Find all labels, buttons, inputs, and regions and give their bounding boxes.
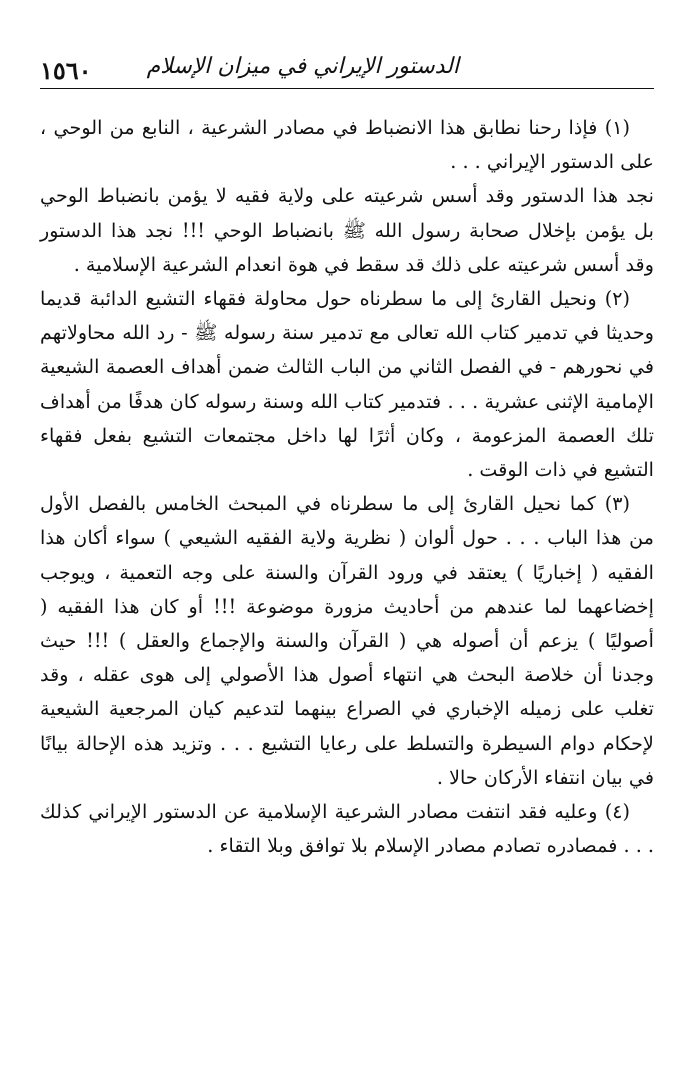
book-page: [40, 48, 654, 863]
footnote-4: (٤) وعليه فقد انتفت مصادر الشرعية الإسلامية عن الدستور الإيراني كذلك . . . فمصادره تصادم مصادر الإسلام بلا توافق وبلا التقاء .: [40, 800, 654, 858]
footnotes-body: [40, 111, 654, 863]
footnote-1-continuation: نجد هذا الدستور وقد أسس شرعيته على ولاية فقيه لا يؤمن بانضباط الوحي بل يؤمن بإخلال صحابة رسول الله ﷺ بانضباط الوحي !!! نجد هذا الدستور وقد أسس شرعيته على ذلك قد سقط في هوة انعدام الشرعية الإسلامية .: [40, 184, 654, 276]
footnote-1: (١) فإذا رحنا نطابق هذا الانضباط في مصادر الشرعية ، النابع من الوحي ، على الدستور الإيراني . . .: [40, 116, 654, 174]
page-header: [40, 48, 654, 89]
footnote-3: (٣) كما نحيل القارئ إلى ما سطرناه في المبحث الخامس بالفصل الأول من هذا الباب . . . حول ألوان ( نظرية ولاية الفقيه الشيعي ) سواء أكان هذا الفقيه ( إخباريًا ) يعتقد في ورود القرآن والسنة على وجه التعمية ، ويوجب إخضاعهما لما عندهم من أحاديث مزورة موضوعة !!! أو كان هذا الفقيه ( أصوليًا ) يزعم أن أصوله هي ( القرآن والسنة والإجماع والعقل ) !!! حيث وجدنا أن خلاصة البحث هي انتهاء أصول هذا الأصولي إلى هوى عقله ، وقد تغلب على زميله الإخباري في الصراع بينهما لتدعيم كيان المرجعية الشيعية لإحكام دوام السيطرة والتسلط على رعايا التشيع . . . وتزيد هذه الإحالة بيانًا في بيان انتفاء الأركان حالا .: [40, 492, 654, 789]
page-number: ١٥٦٠: [40, 56, 92, 85]
footnote-2: (٢) ونحيل القارئ إلى ما سطرناه حول محاولة فقهاء التشيع الدائبة قديما وحديثا في تدمير كتاب الله تعالى مع تدمير سنة رسوله ﷺ - رد الله محاولاتهم في نحورهم - في الفصل الثاني من الباب الثالث ضمن أهداف العصمة الشيعية الإمامية الإثنى عشرية . . . فتدمير كتاب الله وسنة رسوله كان هدفًا من أهداف تلك العصمة المزعومة ، وكان أثرًا لها داخل مجتمعات التشيع بفعل فقهاء التشيع في ذات الوقت .: [40, 287, 654, 482]
running-title: الدستور الإيراني في ميزان الإسلام: [146, 54, 459, 79]
